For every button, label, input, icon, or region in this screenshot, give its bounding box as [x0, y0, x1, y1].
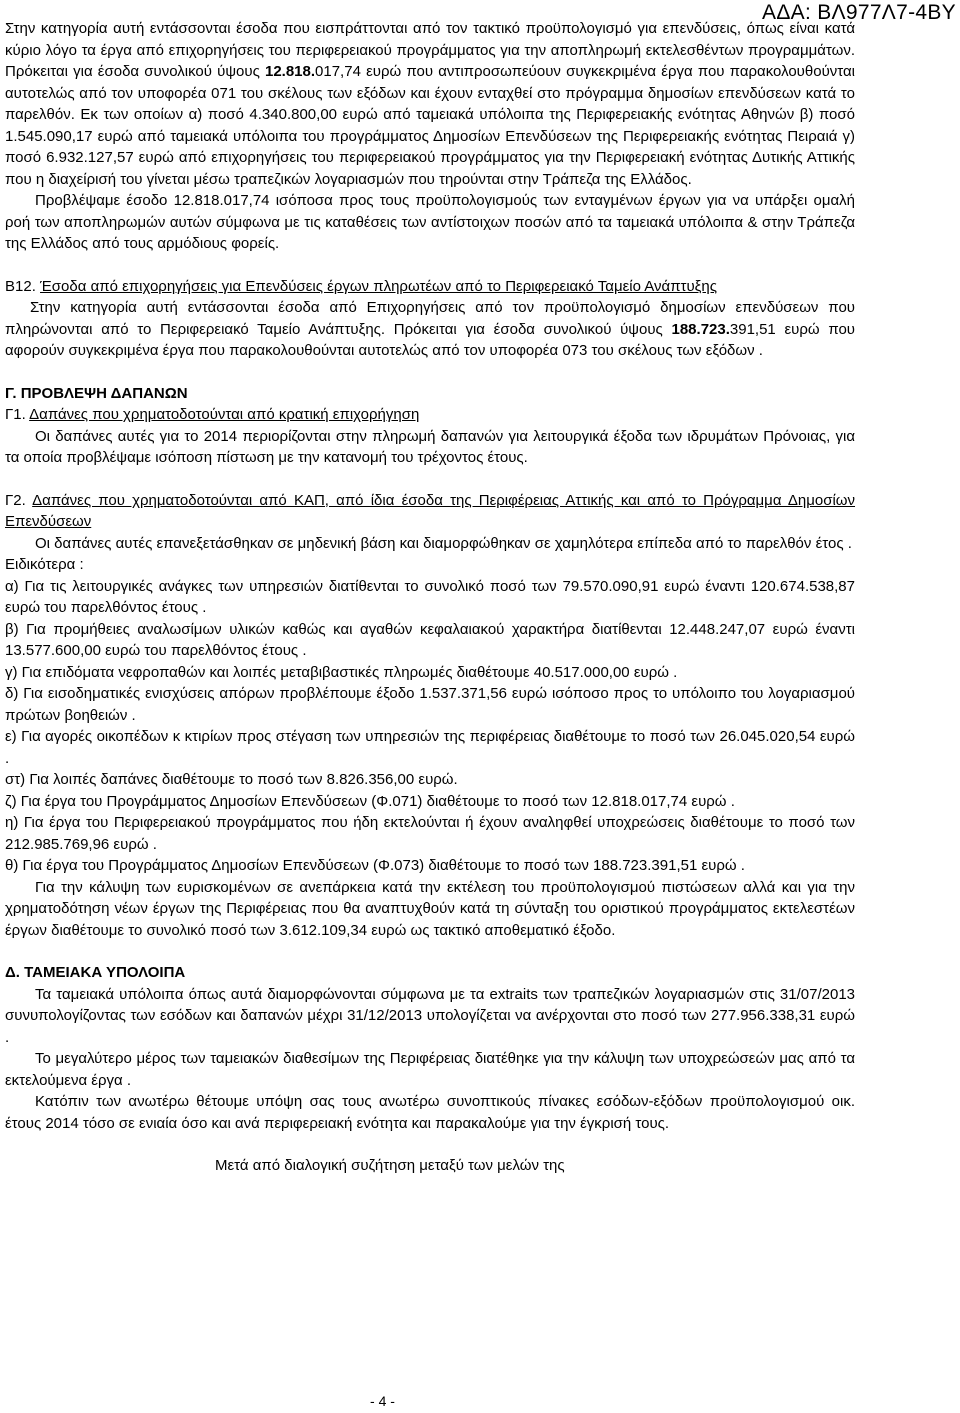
- b12-label: Β12.: [5, 277, 36, 295]
- d-paragraph-1: Τα ταμειακά υπόλοιπα όπως αυτά διαμορφώνονται σύμφωνα με τα extraits των τραπεζικών λογαριασμών στις 31/07/2013 συνυπολογίζοντας των εσόδων και δαπανών μέχρι 31/12/2013 υπολογίζεται να ανέρχονται στο ποσό των 277.956.338,31 ευρώ .: [5, 985, 855, 1046]
- b11-text-b: 017,74 ευρώ που αντιπροσωπεύουν συγκεκριμένα έργα που παρακολουθούνται αυτοτελώς από τον υποφορέα 071 του σκέλους των εξόδων και έχουν ενταχθεί στο πρόγραμμα δημοσίων επενδύσεων κατά το παρελθόν. Εκ των οποίων α) ποσό 4.340.800,00 ευρώ από ταμειακά υπόλοιπα της Περιφερειακής ενότητας Αθηνών β) ποσό 1.545.090,17 ευρώ από ταμειακά υπόλοιπα του προγράμματος Δημοσίων Επενδύσεων της Περιφερειακής ενότητας Πειραιά γ) ποσό 6.932.127,57 ευρώ από επιχορηγήσεις του περιφερειακού προγράμματος για την Περιφερειακή ενότητας Δυτικής Αττικής που η διαχείρισή του γίνεται μέσω τραπεζικών λογαριασμών που τηρούνται στην Τράπεζα της Ελλάδος.: [5, 63, 855, 188]
- g1-title: Δαπάνες που χρηματοδοτούνται από κρατική επιχορήγηση: [29, 406, 420, 423]
- g2-item-th: θ) Για έργα του Προγράμματος Δημοσίων Επενδύσεων (Φ.073) διαθέτουμε το ποσό των 188.723.391,51 ευρώ .: [5, 857, 745, 874]
- g1-label: Γ1.: [5, 406, 26, 423]
- b11-text-a: Στην κατηγορία αυτή εντάσσονται έσοδα που εισπράττονται από τον τακτικό προϋπολογισμό για επενδύσεις, όπως είναι κατά κύριο λόγο τα έργα από επιχορηγήσεις του περιφερειακού προγράμματος για την αποπληρωμή εκτελεσθέντων προγραμμάτων. Πρόκειται για έσοδα συνολικού ύψους: [5, 20, 855, 80]
- g2-title: Δαπάνες που χρηματοδοτούνται από ΚΑΠ, από ίδια έσοδα της Περιφέρειας Αττικής και από το Πρόγραμμα Δημοσίων Επενδύσεων: [5, 491, 856, 530]
- section-g-heading: Γ. ΠΡΟΒΛΕΨΗ ΔΑΠΑΝΩΝ: [5, 384, 188, 402]
- b12-title: Έσοδα από επιχορηγήσεις για Επενδύσεις έργων πληρωτέων από το Περιφερειακό Ταμείο Ανάπτυξης: [40, 277, 717, 295]
- g2-item-st: στ) Για λοιπές δαπάνες διαθέτουμε το ποσό των 8.826.356,00 ευρώ.: [5, 771, 458, 788]
- g2-item-c: γ) Για επιδόματα νεφροπαθών και λοιπές μεταβιβαστικές πληρωμές διαθέτουμε 40.517.000,00 ευρώ .: [5, 663, 678, 681]
- b12-heading: [5, 276, 855, 298]
- g2-paragraph: Οι δαπάνες αυτές επανεξετάσθηκαν σε μηδενική βάση και διαμορφώθηκαν σε χαμηλότερα επίπεδα από το παρελθόν έτος .: [35, 534, 852, 552]
- g2-specifically: Ειδικότερα :: [5, 556, 84, 573]
- d-paragraph-2: Το μεγαλύτερο μέρος των ταμειακών διαθεσίμων της Περιφέρειας διατέθηκε για την κάλυψη των υποχρεώσεών μας από τα εκτελούμενα έργα .: [5, 1050, 855, 1089]
- ada-code: ΑΔΑ: ΒΛ977Λ7-4ΒΥ: [762, 1, 956, 24]
- d-paragraph-3: Κατόπιν των ανωτέρω θέτουμε υπόψη σας τους ανωτέρω συνοπτικούς πίνακες εσόδων-εξόδων προϋπολογισμού οικ. έτους 2014 τόσο σε ενιαία όσο και ανά περιφερειακή ενότητα και παρακαλούμε για την έγκρισή τους.: [5, 1093, 855, 1132]
- b12-text-b: 391,51 ευρώ που αφορούν συγκεκριμένα έργα που παρακολουθούνται αυτοτελώς από τον υποφορέα 073 του σκέλους των εξόδων .: [5, 320, 856, 359]
- b11-paragraph-2: Προβλέψαμε έσοδο 12.818.017,74 ισόποσα προς τους προϋπολογισμούς των ενταγμένων έργων για να υπάρξει ομαλή ροή των αποπληρωμών αυτών σύμφωνα με τις καταθέσεις των αντίστοιχων ποσών από τα ταμειακά υπόλοιπα & στην Τράπεζα της Ελλάδος από τους αρμόδιους φορείς.: [5, 192, 855, 252]
- g2-label: Γ2.: [5, 491, 26, 509]
- b12-paragraph: [5, 297, 855, 362]
- b12-text-a: Στην κατηγορία αυτή εντάσσονται έσοδα από Επιχορηγήσεις από τον προϋπολογισμό δημοσίων επενδύσεων που πληρώνονται από το Περιφερειακό Ταμείο Ανάπτυξης. Πρόκειται για έσοδα συνολικού ύψους: [5, 299, 855, 338]
- g2-item-a: α) Για τις λειτουργικές ανάγκες των υπηρεσιών διατίθενται το συνολικό ποσό των 79.570.090,91 ευρώ έναντι 120.674.538,87 ευρώ του παρελθόντος έτους .: [5, 577, 855, 616]
- g2-closing-paragraph: Για την κάλυψη των ευρισκομένων σε ανεπάρκεια κατά την εκτέλεση του προϋπολογισμού πιστώσεων αλλά και για την χρηματοδότηση νέων έργων της Περιφέρειας που θα αναπτυχθούν κατά τη σύνταξη του οριστικού προγράμματος εκτελεστέων έργων διαθέτουμε το συνολικό ποσό των 3.612.109,34 ευρώ ως τακτικό αποθεματικό έξοδο.: [5, 878, 855, 939]
- g2-item-d: δ) Για εισοδηματικές ενισχύσεις απόρων προβλέπουμε έξοδο 1.537.371,56 ευρώ ισόποσο προς το υπόλοιπο του λογαριασμού πρώτων βοηθειών .: [5, 685, 855, 724]
- document-body: [5, 18, 855, 1177]
- b12-amount: 188.723.: [671, 320, 730, 338]
- g2-item-z: ζ) Για έργα του Προγράμματος Δημοσίων Επενδύσεων (Φ.071) διαθέτουμε το ποσό των 12.818.017,74 ευρώ .: [5, 792, 735, 810]
- closing-line: Μετά από διαλογική συζήτηση μεταξύ των μελών της: [215, 1157, 565, 1174]
- g1-paragraph: Οι δαπάνες αυτές για το 2014 περιορίζονται στην πληρωμή δαπανών για λειτουργικά έξοδα των ιδρυμάτων Πρόνοιας, για τα οποία προβλέψαμε ισόποση πίστωση με την κατανομή του τρέχοντος έτους.: [5, 427, 855, 466]
- g2-item-b: β) Για προμήθειες αναλωσίμων υλικών καθώς και αγαθών κεφαλαιακού χαρακτήρα διατίθενται 12.448.247,07 ευρώ έναντι 13.577.600,00 ευρώ του παρελθόντος έτους .: [5, 620, 855, 659]
- b11-paragraph-1: [5, 18, 855, 190]
- page-number: - 4 -: [370, 1393, 395, 1409]
- g2-item-h: η) Για έργα του Περιφερειακού προγράμματος που ήδη εκτελούνται ή έχουν αναληφθεί υποχρεώσεις διαθέτουμε το ποσό των 212.985.769,96 ευρώ .: [5, 814, 855, 853]
- g1-heading: [5, 404, 855, 426]
- b11-amount: 12.818.: [264, 63, 316, 80]
- g2-heading: [5, 490, 855, 533]
- section-d-heading: Δ. ΤΑΜΕΙΑΚΑ ΥΠΟΛΟΙΠΑ: [5, 964, 186, 981]
- g2-item-e: ε) Για αγορές οικοπέδων κ κτιρίων προς στέγαση των υπηρεσιών της περιφέρειας διαθέτουμε το ποσό των 26.045.020,54 ευρώ .: [5, 728, 855, 767]
